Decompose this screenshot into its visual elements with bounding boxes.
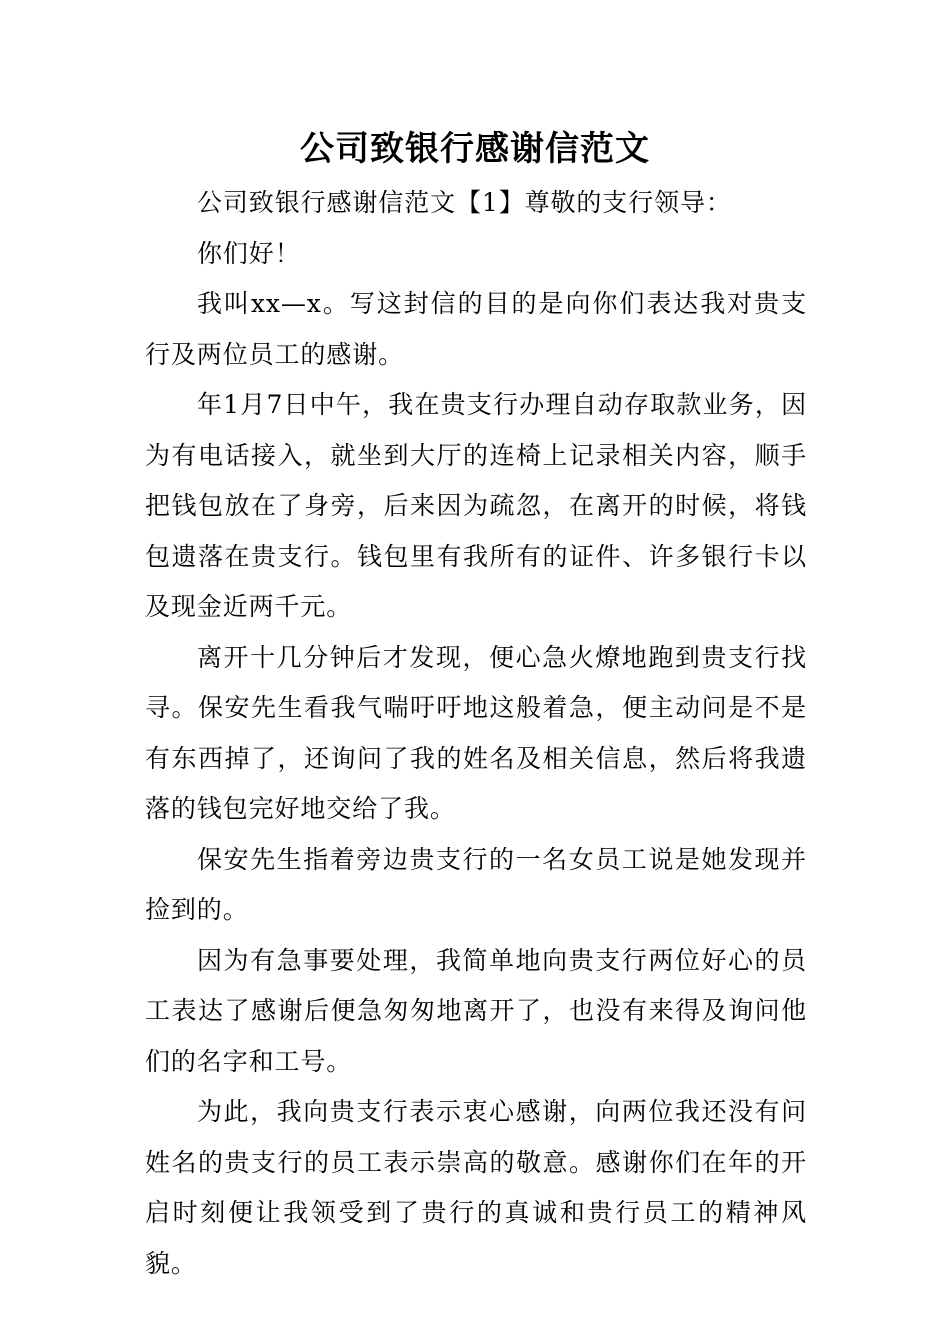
- paragraph-greeting: 你们好！: [197, 238, 301, 268]
- paragraph-finder: 保安先生指着旁边贵支行的一名女员工说是她发现并捡到的。: [145, 844, 807, 924]
- paragraph-incident: 年1月7日中午，我在贵支行办理自动存取款业务，因为有电话接入，就坐到大厅的连椅上记录相关内容，顺手把钱包放在了身旁，后来因为疏忽，在离开的时候，将钱包遗落在贵支行。钱包里有我所有的证件、许多银行卡以及现金近两千元。: [145, 390, 807, 621]
- letter-body: [145, 178, 807, 1289]
- paragraph-departure: 因为有急事要处理，我简单地向贵支行两位好心的员工表达了感谢后便急匆匆地离开了，也没有来得及询问他们的名字和工号。: [145, 945, 807, 1076]
- paragraph-discovery: 离开十几分钟后才发现，便心急火燎地跑到贵支行找寻。保安先生看我气喘吁吁地这般着急，便主动问是不是有东西掉了，还询问了我的姓名及相关信息，然后将我遗落的钱包完好地交给了我。: [145, 642, 807, 823]
- paragraph-salutation: 公司致银行感谢信范文【1】尊敬的支行领导：: [197, 188, 732, 217]
- paragraph-gratitude: 为此，我向贵支行表示衷心感谢，向两位我还没有问姓名的贵支行的员工表示崇高的敬意。感谢你们在年的开启时刻便让我领受到了贵行的真诚和贵行员工的精神风貌。: [145, 1097, 807, 1278]
- document-title: 公司致银行感谢信范文: [300, 129, 650, 169]
- paragraph-introduction: 我叫xx—x。写这封信的目的是向你们表达我对贵支行及两位员工的感谢。: [145, 289, 807, 369]
